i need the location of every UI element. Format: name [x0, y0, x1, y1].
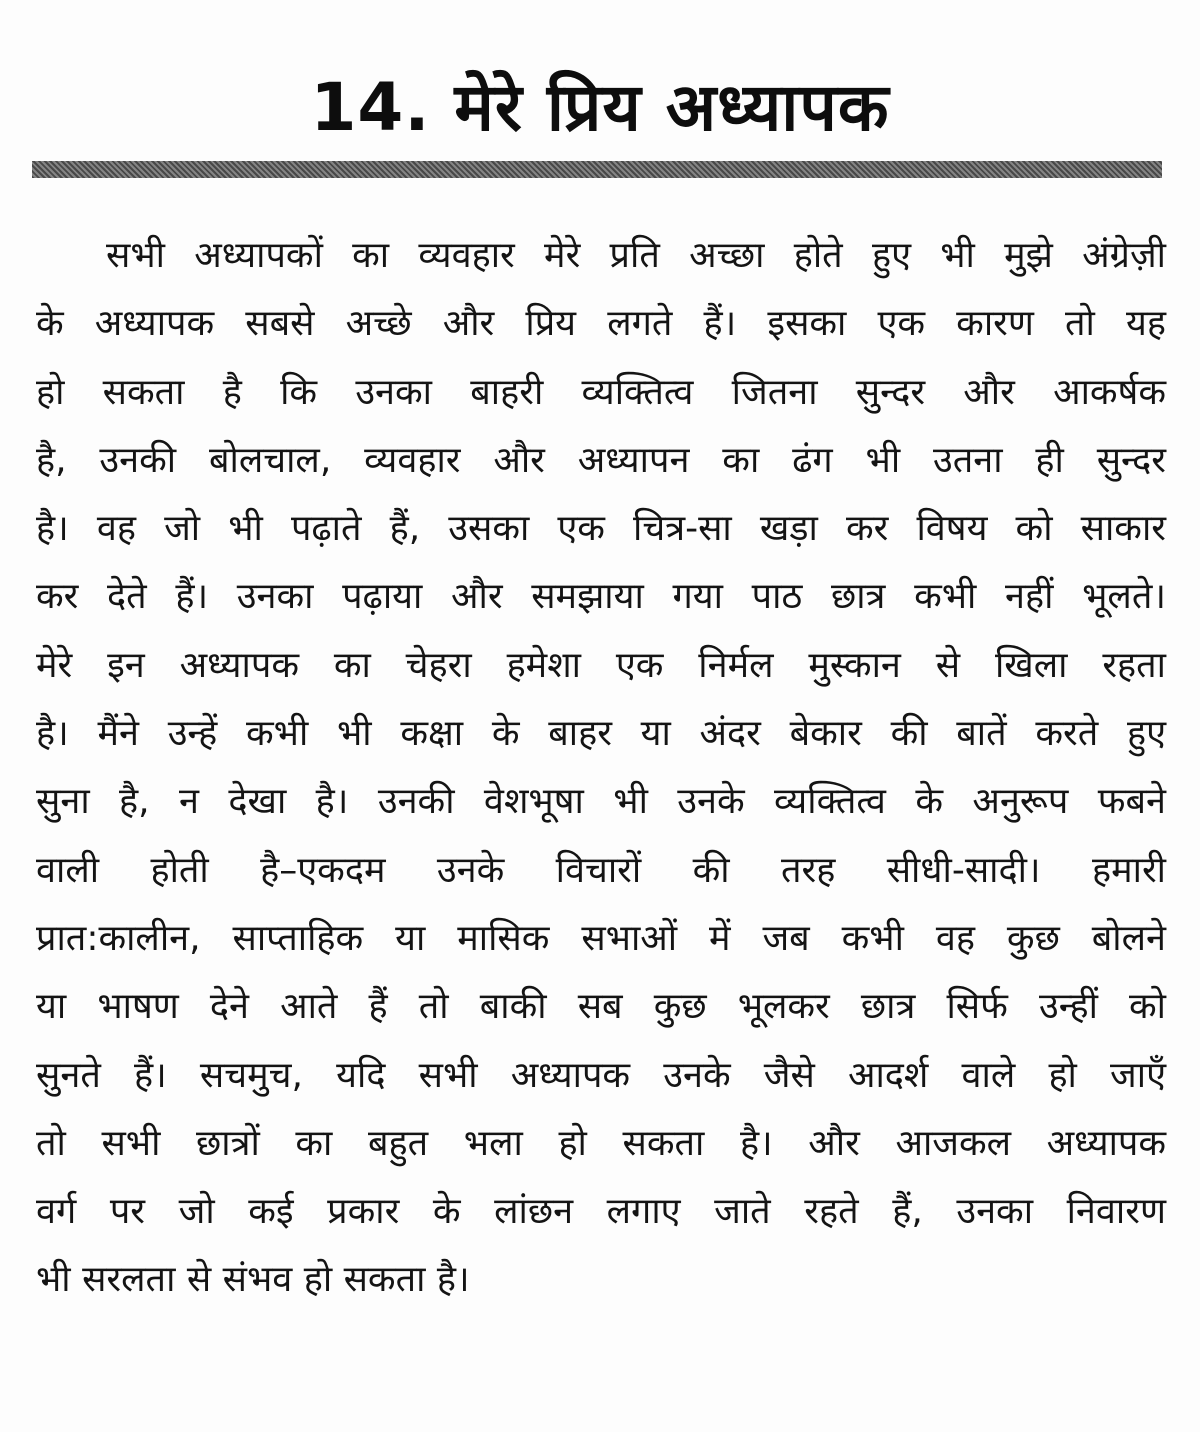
paragraph-line: भी सरलता से संभव हो सकता है। [36, 1259, 470, 1301]
paragraph-line: हो सकता है कि उनका बाहरी व्यक्तित्व जितना सुन्दर और आकर्षक [36, 371, 1166, 413]
paragraph-line: कर देते हैं। उनका पढ़ाया और समझाया गया पाठ छात्र कभी नहीं भूलते। [36, 576, 1166, 618]
paragraph-line: के अध्यापक सबसे अच्छे और प्रिय लगते हैं। इसका एक कारण तो यह [36, 303, 1166, 345]
paragraph-line: वाली होती है–एकदम उनके विचारों की तरह सीधी-सादी। हमारी [36, 849, 1166, 891]
paragraph-line: मेरे इन अध्यापक का चेहरा हमेशा एक निर्मल मुस्कान से खिला रहता [36, 644, 1166, 686]
page-title: 14. मेरे प्रिय अध्यापक [310, 69, 890, 146]
paragraph-line: सुना है, न देखा है। उनकी वेशभूषा भी उनके व्यक्तित्व के अनुरूप फबने [36, 781, 1166, 823]
essay-paragraph [36, 222, 1166, 1315]
paragraph-line: है। मैंने उन्हें कभी भी कक्षा के बाहर या अंदर बेकार की बातें करते हुए [36, 713, 1166, 755]
paragraph-line: प्रात:कालीन, साप्ताहिक या मासिक सभाओं में जब कभी वह कुछ बोलने [36, 917, 1166, 959]
paragraph-line: तो सभी छात्रों का बहुत भला हो सकता है। और आजकल अध्यापक [36, 1122, 1166, 1164]
title-divider [32, 161, 1162, 178]
paragraph-line: सभी अध्यापकों का व्यवहार मेरे प्रति अच्छा होते हुए भी मुझे अंग्रेज़ी [106, 235, 1166, 276]
paragraph-line: है। वह जो भी पढ़ाते हैं, उसका एक चित्र-सा खड़ा कर विषय को साकार [36, 508, 1166, 550]
paragraph-line: है, उनकी बोलचाल, व्यवहार और अध्यापन का ढंग भी उतना ही सुन्दर [36, 439, 1166, 481]
paragraph-line: या भाषण देने आते हैं तो बाकी सब कुछ भूलकर छात्र सिर्फ उन्हीं को [36, 986, 1166, 1028]
paragraph-line: सुनते हैं। सचमुच, यदि सभी अध्यापक उनके जैसे आदर्श वाले हो जाएँ [36, 1054, 1166, 1096]
paragraph-line: वर्ग पर जो कई प्रकार के लांछन लगाए जाते रहते हैं, उनका निवारण [36, 1191, 1166, 1233]
